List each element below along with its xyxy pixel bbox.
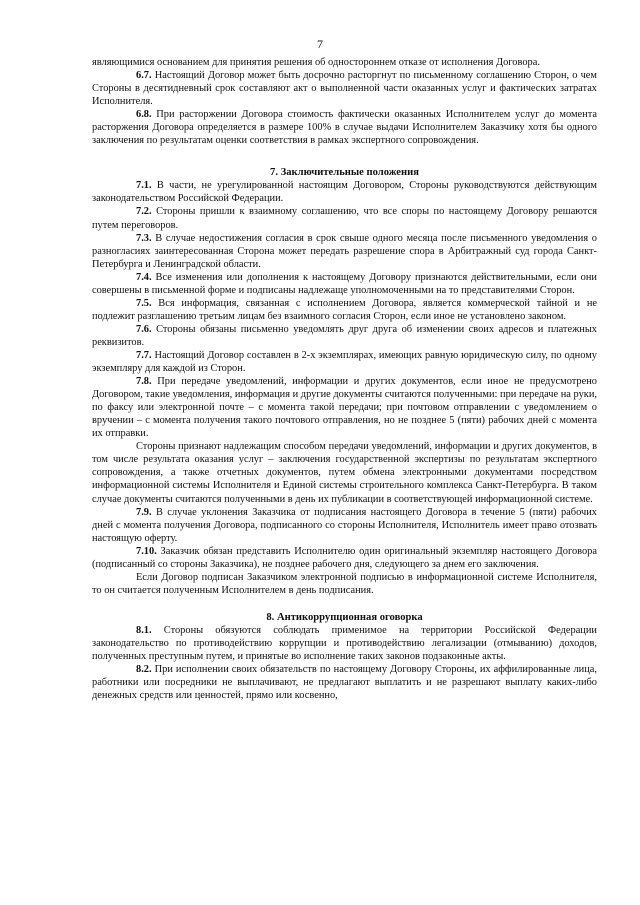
clause-text: Стороны пришли к взаимному соглашению, что все споры по настоящему Договору решаются путем переговоров.	[92, 206, 597, 231]
page-number: 7	[317, 37, 323, 51]
paragraph-7-8-continued: Стороны признают надлежащим способом передачи уведомлений, информации и других документов, в том числе результата оказания услуг – заключения государственной экспертизы по результатам экспертного сопровождения, а также отчетных документов, путем обмена электронными документами посредством информационной системы Исполнителя и Единой системы строительного комплекса Санкт-Петербурга. В таком случае документы считаются полученными в день их публикации в соответствующей информационной системе.	[92, 441, 597, 505]
paragraph-7-9	[92, 506, 597, 545]
clause-number: 7.4.	[136, 271, 152, 283]
clause-number: 7.10.	[136, 545, 157, 557]
paragraph-7-5	[92, 297, 597, 323]
clause-text: При передаче уведомлений, информации и других документов, если иное не предусмотрено Договором, такие уведомления, информация и другие документы считаются полученными: при передаче на руки, по факсу или электронной почте – с момента такой передачи; при почтовом отправлении с уведомлением о вручении – с момента получения такого почтового отправления, но не позднее 5 (пяти) рабочих дней с момента их отправки.	[92, 376, 597, 440]
section-7-title: 7. Заключительные положения	[270, 167, 419, 179]
clause-number: 7.1.	[136, 180, 152, 192]
clause-text: Заказчик обязан представить Исполнителю один оригинальный экземпляр настоящего Договора (подписанный со стороны Заказчика), не позднее рабочего дня, следующего за днем его заключения.	[92, 545, 597, 570]
clause-number: 7.9.	[136, 506, 152, 518]
paragraph-6-7	[92, 69, 597, 108]
clause-text: Стороны обязаны письменно уведомлять друг друга об изменении своих адресов и платежных реквизитов.	[92, 323, 597, 348]
clause-number: 8.2.	[136, 664, 152, 676]
clause-text: При расторжении Договора стоимость фактически оказанных Исполнителем услуг до момента расторжения Договора определяется в размере 100% в случае выдачи Исполнителем Заказчику хотя бы одного заключения по результатам оценки соответствия в рамках экспертного сопровождения.	[92, 109, 597, 147]
clause-number: 6.7.	[136, 70, 152, 82]
clause-text: Вся информация, связанная с исполнением Договора, является коммерческой тайной и не подлежит разглашению третьим лицам без взаимного согласия Сторон, если иное не установлено законом.	[92, 297, 597, 322]
clause-number: 6.8.	[136, 109, 152, 121]
clause-text: Все изменения или дополнения к настоящему Договору признаются действительными, если они совершены в письменной форме и подписаны надлежаще уполномоченными на то представителями Сторон.	[92, 271, 597, 296]
clause-text: При исполнении своих обязательств по настоящему Договору Стороны, их аффилированные лица, работники или посредники не выплачивают, не предлагают выплатить и не разрешают выплату каких-либо денежных средств или ценностей, прямо или косвенно,	[92, 664, 597, 702]
paragraph-7-1	[92, 179, 597, 205]
paragraph-8-1	[92, 624, 597, 663]
clause-number: 7.2.	[136, 206, 152, 218]
paragraph-7-7	[92, 349, 597, 375]
clause-number: 7.8.	[136, 376, 152, 388]
paragraph-7-10	[92, 545, 597, 571]
document-body	[92, 56, 597, 702]
clause-text: Настоящий Договор составлен в 2-х экземплярах, имеющих равную юридическую силу, по одному экземпляру для каждой из Сторон.	[92, 349, 597, 375]
paragraph-8-2	[92, 663, 597, 702]
paragraph-6-8	[92, 108, 597, 147]
clause-text: Настоящий Договор может быть досрочно расторгнут по письменному соглашению Сторон, о чем Стороны в десятидневный срок составляют акт о выполненной части оказанных услуг и фактических затратах Исполнителя.	[92, 70, 597, 108]
clause-text: В части, не урегулированной настоящим Договором, Стороны руководствуются действующим законодательством Российской Федерации.	[92, 180, 597, 205]
paragraph-7-6	[92, 323, 597, 349]
clause-number: 7.3.	[136, 232, 152, 244]
clause-text: В случае уклонения Заказчика от подписания настоящего Договора в течение 5 (пяти) рабочих дней с момента получения Договора, подписанного со стороны Исполнителя, Исполнитель имеет право отозвать настоящую оферту.	[92, 506, 597, 544]
clause-number: 7.6.	[136, 323, 152, 335]
clause-text: В случае недостижения согласия в срок свыше одного месяца после письменного уведомления о разногласиях заинтересованная Сторона может передать разрешение спора в Арбитражный суд города Санкт-Петербурга и Ленинградской области.	[92, 232, 597, 270]
clause-text: Стороны обязуются соблюдать применимое на территории Российской Федерации законодательство по противодействию коррупции и противодействию легализации (отмыванию) доходов, полученных преступным путем, и принятые во исполнение таких законов подзаконные акты.	[92, 624, 597, 663]
paragraph-top-fragment: являющимися основанием для принятия решения об одностороннем отказе от исполнения Договора.	[92, 57, 540, 68]
paragraph-7-2	[92, 205, 597, 231]
clause-number: 8.1.	[136, 624, 152, 636]
paragraph-7-4	[92, 271, 597, 297]
clause-number: 7.7.	[136, 349, 152, 361]
paragraph-7-10-continued: Если Договор подписан Заказчиком электронной подписью в информационной системе Исполнителя, то он считается полученным Исполнителем в день подписания.	[92, 571, 597, 596]
section-8-title: 8. Антикоррупционная оговорка	[266, 611, 423, 623]
clause-number: 7.5.	[136, 297, 152, 309]
paragraph-7-8	[92, 375, 597, 440]
paragraph-7-3	[92, 232, 597, 271]
